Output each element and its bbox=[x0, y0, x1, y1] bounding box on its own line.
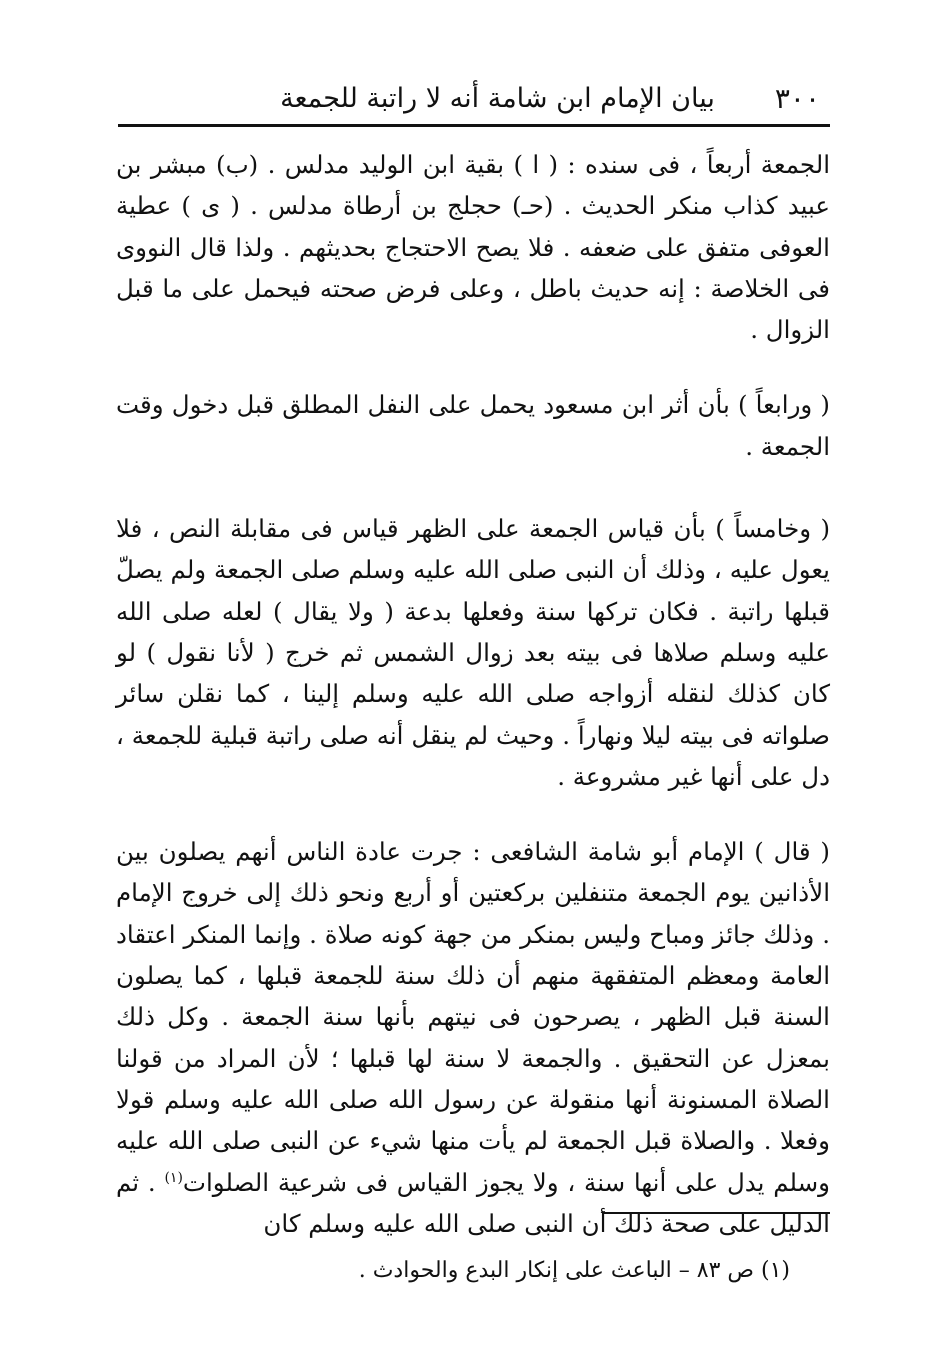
running-title: بيان الإمام ابن شامة أنه لا راتبة للجمعة bbox=[280, 82, 715, 114]
footnote-reference: (١) bbox=[164, 1169, 183, 1186]
paragraph-3: ( وخامساً ) بأن قياس الجمعة على الظهر قياس فى مقابلة النص ، فلا يعول عليه ، وذلك أن النبى صلى الله عليه وسلم صلى الجمعة ولم يصلّ قبلها راتبة . فكان تركها سنة وفعلها بدعة ( ولا يقال ) لعله صلى الله عليه وسلم صلاها فى بيته بعد زوال الشمس ثم خرج ( لأنا نقول ) لو كان كذلك لنقله أزواجه صلى الله عليه وسلم إلينا ، كما نقلن سائر صلواته فى بيته ليلا ونهاراً . وحيث لم ينقل أنه صلى راتبة قبلية للجمعة ، دل على أنها غير مشروعة . bbox=[116, 514, 830, 791]
paragraph-4 bbox=[116, 831, 830, 1244]
page-header bbox=[120, 76, 820, 120]
footnote: (١) ص ٨٣ – الباعث على إنكار البدع والحوادث . bbox=[358, 1258, 790, 1283]
page-number: ٣٠٠ bbox=[774, 81, 820, 115]
header-rule bbox=[118, 124, 830, 127]
body-text bbox=[116, 144, 830, 1244]
paragraph-4-text: ( قال ) الإمام أبو شامة الشافعى : جرت عادة الناس أنهم يصلون بين الأذانين يوم الجمعة متنفلين بركعتين أو أربع ونحو ذلك إلى خروج الإمام . وذلك جائز ومباح وليس بمنكر من جهة كونه صلاة . وإنما المنكر اعتقاد العامة ومعظم المتفقهة منهم أن ذلك سنة للجمعة قبلها ، كما يصلون السنة قبل الظهر ، يصرحون فى نيتهم بأنها سنة الجمعة . وكل ذلك بمعزل عن التحقيق . والجمعة لا سنة لها قبلها ؛ لأن المراد من قولنا الصلاة المسنونة أنها منقولة عن رسول الله صلى الله عليه وسلم قولا وفعلا . والصلاة قبل الجمعة لم يأت منها شيء عن النبى صلى الله عليه وسلم يدل على أنها سنة ، ولا يجوز القياس فى شرعية الصلوات bbox=[116, 837, 830, 1197]
paragraph-4-tail: . ثم الدليل على صحة ذلك أن النبى صلى الله عليه وسلم كان bbox=[116, 1167, 830, 1238]
paragraph-2: ( ورابعاً ) بأن أثر ابن مسعود يحمل على النفل المطلق قبل دخول وقت الجمعة . bbox=[116, 390, 830, 461]
footnote-rule bbox=[602, 1212, 830, 1214]
paragraph-1: الجمعة أربعاً ، فى سنده : ( ا ) بقية ابن الوليد مدلس . (ب) مبشر بن عبيد كذاب منكر الحديث . (حـ) حجلج بن أرطاة مدلس . ( ى ) عطية العوفى متفق على ضعفه . فلا يصح الاحتجاج بحديثهم . ولذا قال النووى فى الخلاصة : إنه حديث باطل ، وعلى فرض صحته فيحمل على ما قبل الزوال . bbox=[116, 150, 830, 345]
